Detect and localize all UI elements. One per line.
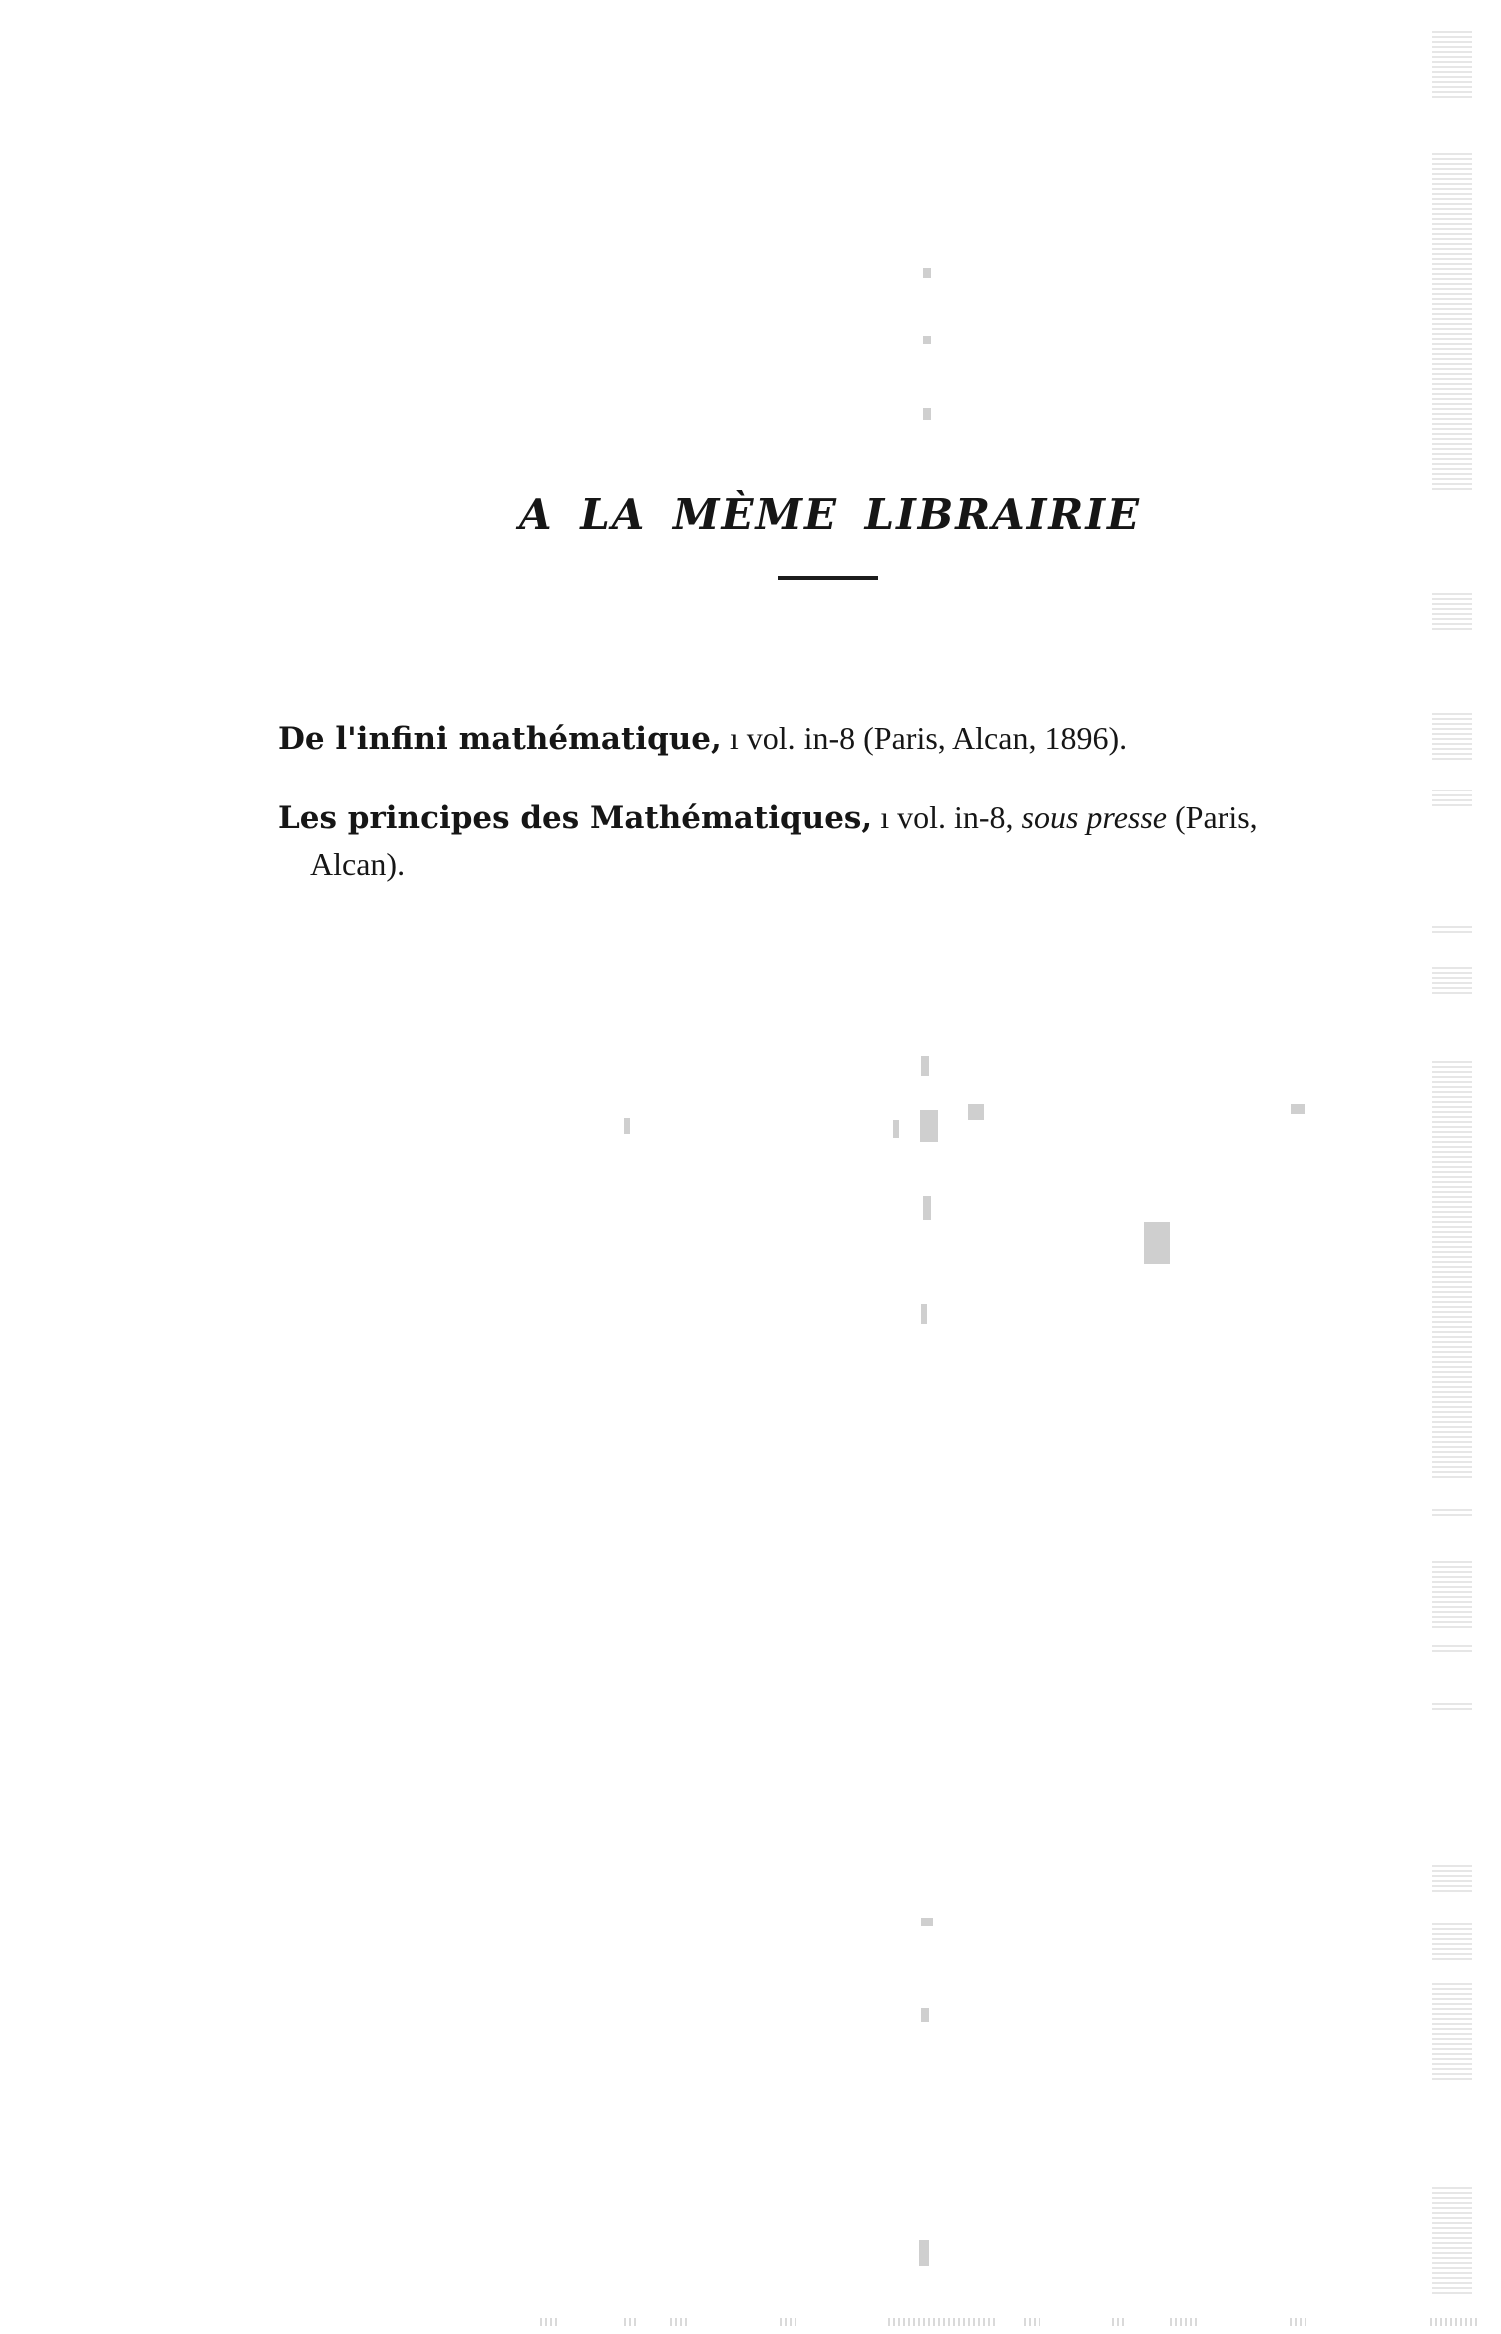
scan-speck (1144, 1222, 1170, 1264)
scan-bottom-noise (624, 2318, 638, 2326)
scan-bottom-noise (1430, 2318, 1480, 2326)
scan-bottom-noise (1290, 2318, 1306, 2326)
scan-margin-noise (1432, 1058, 1472, 1478)
scan-speck (921, 1918, 933, 1926)
heading-rule (778, 576, 878, 580)
scan-speck (921, 1056, 929, 1076)
scan-bottom-noise (1112, 2318, 1126, 2326)
entry-title: Les principes des Mathématiques, (278, 800, 873, 836)
scan-margin-noise (1432, 1980, 1472, 2080)
scan-margin-noise (1432, 1920, 1472, 1960)
scan-bottom-noise (670, 2318, 690, 2326)
scan-margin-noise (1432, 790, 1472, 806)
scan-bottom-noise (540, 2318, 560, 2326)
scan-speck (919, 2240, 929, 2266)
scan-margin-noise (1432, 1700, 1472, 1710)
scan-margin-noise (1432, 1508, 1472, 1516)
scan-margin-noise (1432, 1864, 1472, 1892)
entry-continuation: Alcan). (310, 846, 406, 882)
scan-speck (923, 336, 931, 344)
entry-title: De l'infini mathématique, (278, 721, 722, 757)
entry-details: ı vol. in-8 (Paris, Alcan, 1896). (721, 720, 1128, 756)
scan-speck (920, 1110, 938, 1142)
scan-margin-noise (1432, 150, 1472, 490)
scan-margin-noise (1432, 590, 1472, 630)
page-heading: A LA MÈME LIBRAIRIE (519, 490, 1141, 539)
scan-speck (921, 1304, 927, 1324)
scan-bottom-noise (780, 2318, 796, 2326)
entry-details-after: (Paris, (1167, 799, 1258, 835)
scan-margin-noise (1432, 964, 1472, 994)
scan-margin-noise (1432, 28, 1472, 98)
entry-status: sous presse (1021, 799, 1167, 835)
scan-margin-noise (1432, 925, 1472, 933)
bibliography-entry (278, 794, 1368, 887)
scan-margin-noise (1432, 2184, 1472, 2294)
scan-speck (1291, 1104, 1305, 1114)
scan-speck (968, 1104, 984, 1120)
entry-details: ı vol. in-8, (872, 799, 1022, 835)
scan-bottom-noise (1170, 2318, 1200, 2326)
scan-speck (624, 1118, 630, 1134)
scan-speck (893, 1120, 899, 1138)
bibliography-entry (278, 715, 1368, 762)
scan-bottom-noise (1024, 2318, 1040, 2326)
scan-margin-noise (1432, 1644, 1472, 1652)
scan-margin-noise (1432, 1558, 1472, 1628)
scan-margin-noise (1432, 710, 1472, 760)
scan-speck (923, 1196, 931, 1220)
scan-speck (923, 268, 931, 278)
scan-speck (921, 2008, 929, 2022)
scan-speck (923, 408, 931, 420)
scan-bottom-noise (888, 2318, 998, 2326)
